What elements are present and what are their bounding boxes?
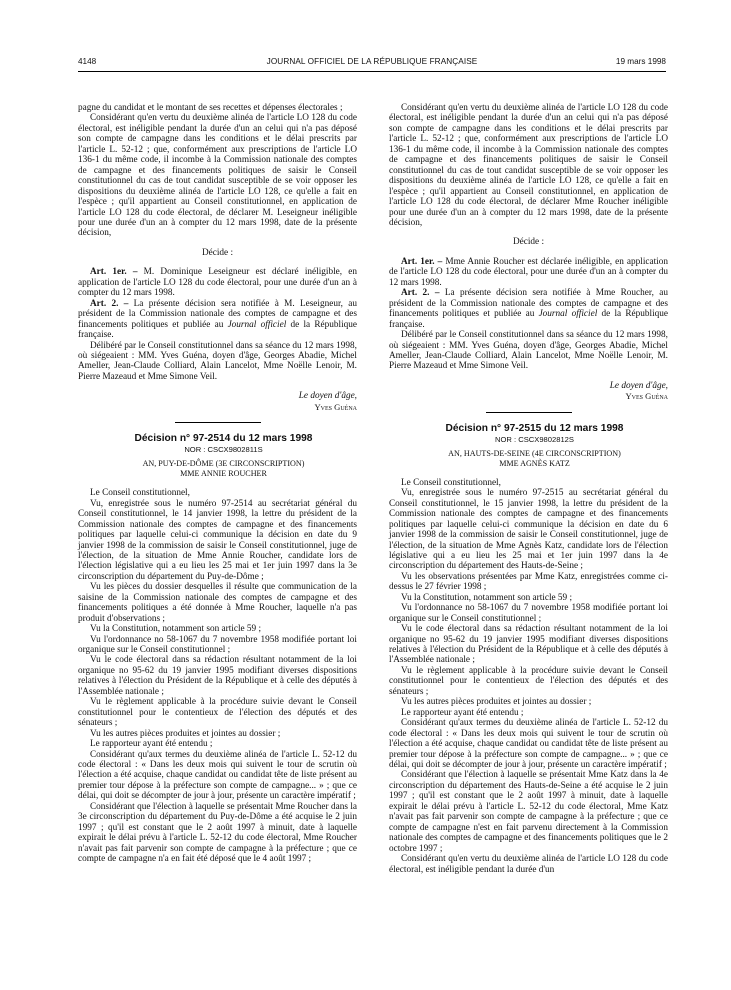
paragraph: Vu la Constitution, notamment son article 59 ; [90, 624, 262, 635]
divider [486, 412, 572, 413]
decide-heading: Décide : [512, 237, 545, 248]
nor-reference: NOR : CSCX9802812S [495, 434, 574, 444]
article-label: Art. 1er. – [90, 267, 138, 278]
article-label: Art. 2. – [90, 298, 129, 309]
paragraph: Vu les autres pièces produites et jointes au dossier ; [401, 697, 592, 708]
paragraph: Considérant qu'aux termes du deuxième alinéa de l'article L. 52-12 du code électoral : « Dans les deux mois qui suivent le tour de scrutin où l'élection a été acquise, chaque candidat ou candidat tête de liste présent au premier tour dépose à la préfecture son compte de campagne... » ; que ce délai, qui doit se décompter de jour à jour, présente un caractère impératif ; [389, 718, 668, 771]
article-1: Art. 1er. – M. Dominique Leseigneur est déclaré inéligible, en application de l'article LO 128 du code électoral, pour une durée d'un an à compter du 12 mars 1998. [78, 267, 357, 299]
paragraph: Le Conseil constitutionnel, [401, 477, 501, 488]
paragraph: Vu le code électoral dans sa rédaction résultant notamment de la loi organique no 95-62 du 19 janvier 1995 modifiant diverses dispositions relatives à l'élection du Président de la République et à celle des députés à l'Assemblée nationale ; [78, 655, 357, 697]
paragraph: Considérant que l'élection à laquelle se présentait Mme Katz dans la 4e circonscription du département des Hauts-de-Seine a été acquise le 2 juin 1997 ; qu'il est constant que le 2 août 1997 à minuit, date à laquelle expirait le délai prévu à l'article L. 52-12 du code électoral, Mme Katz n'avait pas fait parvenir son compte de campagne à la préfecture ; que ce compte de campagne n'est en fait parvenu directement à la Commission nationale des comptes de campagne et des financements politiques que le 2 octobre 1997 ; [389, 770, 668, 854]
signature: Le doyen d'âge, Yves Guéna [609, 380, 668, 402]
paragraph: Considérant que l'élection à laquelle se présentait Mme Roucher dans la 3e circonscription du département du Puy-de-Dôme a été acquise le 2 juin 1997 ; qu'il est constant que le 2 août 1997 à minuit, date à laquelle expirait le délai prévu à l'article L. 52-12 du code électoral, Mme Roucher n'avait pas fait parvenir son compte de campagne à la préfecture ; que ce compte de campagne n'a en fait été déposé que le 4 août 1997 ; [78, 801, 357, 865]
decision-subject: MME AGNÈS KATZ [499, 458, 570, 468]
article-2: Art. 2. – La présente décision sera notifiée à Mme Roucher, au président de la Commission nationale des comptes de campagne et des financements politiques et publiée au Journal officiel de la République française. [389, 288, 669, 330]
deliberation: Délibéré par le Conseil constitutionnel dans sa séance du 12 mars 1998, où siégeaient : MM. Yves Guéna, doyen d'âge, Georges Abadie, Michel Ameller, Jean-Claude Colliard, Alain Lancelot, Mme Noëlle Lenoir, M. Pierre Mazeaud et Mme Simone Veil. [389, 330, 668, 372]
paragraph: Considérant qu'en vertu du deuxième alinéa de l'article LO 128 du code électoral, est inéligible pendant la durée d'un an celui qui n'a pas déposé son compte de campagne dans les conditions et le délai prescrits par l'article L. 52-12 ; que, conformément aux prescriptions de l'article LO 136-1 du même code, il incombe à la Commission nationale des comptes de campagne et des financements politiques de saisir le Conseil constitutionnel du cas de tout candidat susceptible de se voir opposer les dispositions du deuxième alinéa de l'article LO 128, ce qu'elle a fait en l'espèce ; qu'il appartient au Conseil constitutionnel, en application de l'article LO 128 du code électoral, de déclarer Mme Roucher inéligible pour une durée d'un an à compter du 12 mars 1998, date de la présente décision, [389, 103, 668, 228]
decision-title: Décision n° 97-2515 du 12 mars 1998 [445, 422, 624, 434]
issue-date: 19 mars 1998 [615, 57, 666, 66]
nor-reference: NOR : CSCX9802811S [184, 445, 263, 455]
paragraph: Vu les pièces du dossier desquelles il résulte que communication de la saisine de la Commission nationale des comptes de campagne et des financements politiques a été donnée à Mme Roucher, laquelle n'a pas produit d'observations ; [78, 582, 357, 624]
paragraph: Vu le règlement applicable à la procédure suivie devant le Conseil constitutionnel pour le contentieux de l'élection des députés et des sénateurs ; [389, 665, 668, 697]
article-label: Art. 2. – [401, 288, 440, 299]
article-1: Art. 1er. – Mme Annie Roucher est déclarée inéligible, en application de l'article LO 128 du code électoral, pour une durée d'un an à compter du 12 mars 1998. [389, 256, 668, 288]
page-number: 4148 [78, 57, 97, 66]
paragraph: Vu, enregistrée sous le numéro 97-2514 au secrétariat général du Conseil constitutionnel, le 14 janvier 1998, la lettre du président de la Commission nationale des comptes de campagne et des financements politiques par laquelle celui-ci communique la décision en date du 9 janvier 1998 de la commission de saisir le Conseil constitutionnel, juge de l'élection, de la situation de Mme Annie Roucher, candidate lors de l'élection législative qui a eu lieu les 25 mai et 1er juin 1997 dans la 3e circonscription du département du Puy-de-Dôme ; [78, 498, 357, 582]
paragraph: Vu les autres pièces produites et jointes au dossier ; [90, 728, 281, 739]
paragraph: Vu, enregistrée sous le numéro 97-2515 au secrétariat général du Conseil constitutionnel, le 15 janvier 1998, la lettre du président de la Commission nationale des comptes de campagne et des financements politiques par laquelle celui-ci communique la décision en date du 6 janvier 1998 de la commission de saisir le Conseil constitutionnel, juge de l'élection, de la situation de Mme Agnès Katz, candidate lors de l'élection législative qui a eu lieu les 25 mai et 1er juin 1997 dans la 4e circonscription du département des Hauts-de-Seine ; [389, 488, 668, 572]
paragraph: Le rapporteur ayant été entendu ; [90, 739, 213, 750]
divider [175, 422, 261, 423]
decision-subject: MME ANNIE ROUCHER [180, 469, 267, 479]
paragraph: Considérant qu'en vertu du deuxième alinéa de l'article LO 128 du code électoral, est inéligible pendant la durée d'un [389, 854, 668, 875]
decision-subtitle: AN, PUY-DE-DÔME (3E CIRCONSCRIPTION) [142, 459, 305, 469]
decision-title: Décision n° 97-2514 du 12 mars 1998 [134, 433, 313, 445]
deliberation: Délibéré par le Conseil constitutionnel dans sa séance du 12 mars 1998, où siégeaient : MM. Yves Guéna, doyen d'âge, Georges Abadie, Michel Ameller, Jean-Claude Colliard, Alain Lancelot, Mme Noëlle Lenoir, M. Pierre Mazeaud et Mme Simone Veil. [78, 340, 357, 382]
paragraph: Vu l'ordonnance no 58-1067 du 7 novembre 1958 modifiée portant loi organique sur le Conseil constitutionnel ; [389, 603, 668, 624]
page-header [78, 53, 666, 72]
paragraph: Vu la Constitution, notamment son article 59 ; [401, 592, 573, 603]
right-column [389, 103, 668, 875]
paragraph: Le rapporteur ayant été entendu ; [401, 707, 524, 718]
paragraph: Considérant qu'aux termes du deuxième alinéa de l'article L. 52-12 du code électoral : « Dans les deux mois qui suivent le tour de scrutin où l'élection a été acquise, chaque candidat ou candidat tête de liste présent au premier tour dépose à la préfecture son compte de campagne... » ; que ce délai, qui doit se décompter de jour à jour, présente un caractère impératif ; [78, 749, 357, 802]
paragraph: Considérant qu'en vertu du deuxième alinéa de l'article LO 128 du code électoral, est inéligible pendant la durée d'un an celui qui n'a pas déposé son compte de campagne dans les conditions et le délai prescrits par l'article L. 52-12 ; que, conformément aux prescriptions de l'article LO 136-1 du même code, il incombe à la Commission nationale des comptes de campagne et des financements politiques de saisir le Conseil constitutionnel du cas de tout candidat susceptible de se voir opposer les dispositions du deuxième alinéa de l'article LO 128, ce qu'elle a fait en l'espèce ; qu'il appartient au Conseil constitutionnel, en application de l'article LO 128 du code électoral, de déclarer M. Leseigneur inéligible pour une durée d'un an à compter du 12 mars 1998, date de la présente décision, [78, 113, 357, 239]
paragraph: Vu les observations présentées par Mme Katz, enregistrées comme ci-dessus le 27 février 1998 ; [389, 571, 668, 593]
paragraph: Le Conseil constitutionnel, [90, 488, 190, 499]
paragraph: Vu le règlement applicable à la procédure suivie devant le Conseil constitutionnel pour le contentieux de l'élection des députés et des sénateurs ; [78, 697, 357, 729]
left-column [78, 103, 357, 865]
paragraph: pagne du candidat et le montant de ses recettes et dépenses électorales ; [78, 103, 343, 113]
signature: Le doyen d'âge, Yves Guéna [298, 391, 357, 412]
article-label: Art. 1er. – [401, 256, 443, 267]
decide-heading: Décide : [201, 247, 234, 258]
paragraph: Vu l'ordonnance no 58-1067 du 7 novembre 1958 modifiée portant loi organique sur le Conseil constitutionnel ; [78, 634, 357, 656]
decision-subtitle: AN, HAUTS-DE-SEINE (4E CIRCONSCRIPTION) [448, 448, 621, 458]
article-2: Art. 2. – La présente décision sera notifiée à M. Leseigneur, au président de la Commission nationale des comptes de campagne et des financements politiques et publiée au Journal officiel de la République française. [78, 298, 358, 341]
journal-title: JOURNAL OFFICIEL DE LA RÉPUBLIQUE FRANÇAISE [266, 57, 478, 66]
paragraph: Vu le code électoral dans sa rédaction résultant notamment de la loi organique no 95-62 du 19 janvier 1995 modifiant diverses dispositions relatives à l'élection du Président de la République et à celle des députés à l'Assemblée nationale ; [389, 624, 668, 666]
